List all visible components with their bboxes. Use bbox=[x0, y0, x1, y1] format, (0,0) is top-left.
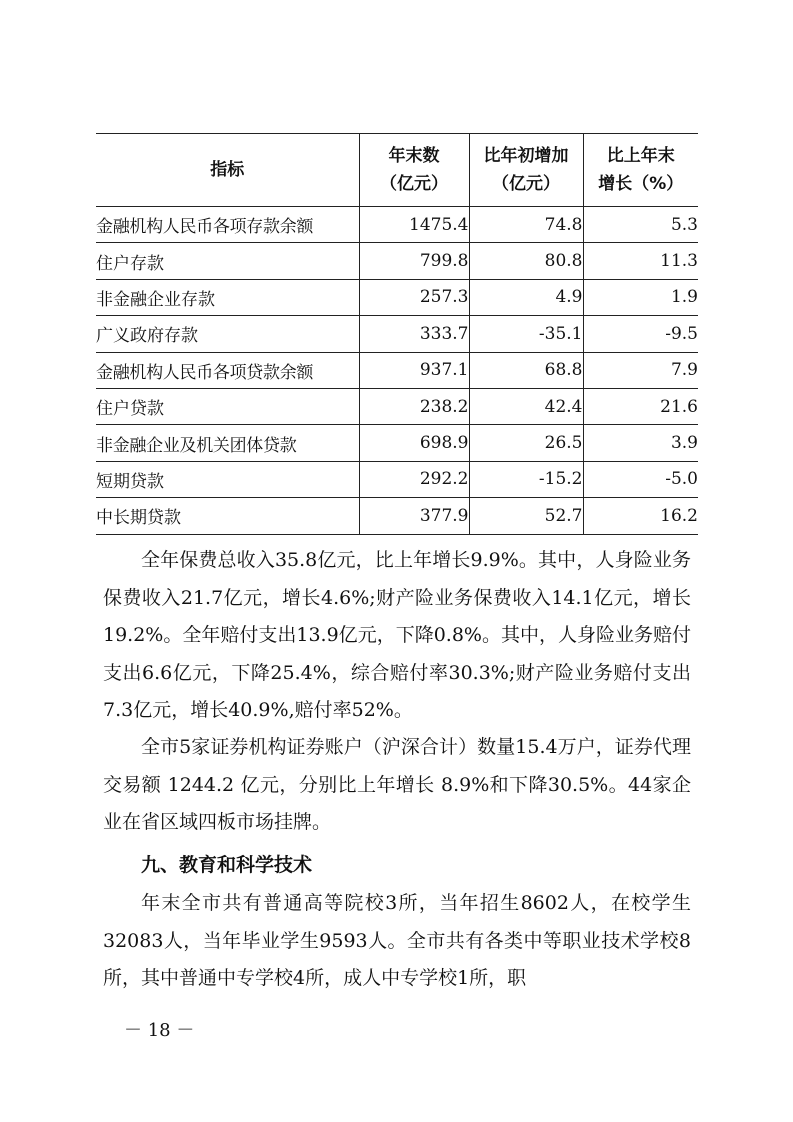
growth-value: -9.5 bbox=[583, 316, 698, 352]
header-growth: 比上年末 增长（%） bbox=[583, 134, 698, 207]
year-end-value: 257.3 bbox=[359, 279, 469, 315]
header-increase: 比年初增加 （亿元） bbox=[469, 134, 583, 207]
insurance-paragraph bbox=[103, 542, 691, 730]
row-label: 金融机构人民币各项贷款余额 bbox=[96, 352, 359, 388]
page-number: － 18 － bbox=[124, 1020, 195, 1041]
year-end-value: 799.8 bbox=[359, 243, 469, 279]
increase-value: 26.5 bbox=[469, 425, 583, 461]
year-end-value: 333.7 bbox=[359, 316, 469, 352]
table-row bbox=[96, 498, 698, 534]
table-row bbox=[96, 316, 698, 352]
increase-value: 74.8 bbox=[469, 207, 583, 243]
increase-value: -35.1 bbox=[469, 316, 583, 352]
section-heading: 九、教育和科学技术 bbox=[141, 854, 313, 876]
increase-value: -15.2 bbox=[469, 461, 583, 497]
growth-value: 11.3 bbox=[583, 243, 698, 279]
row-label: 金融机构人民币各项存款余额 bbox=[96, 207, 359, 243]
growth-value: 5.3 bbox=[583, 207, 698, 243]
securities-paragraph bbox=[103, 729, 691, 842]
education-paragraph bbox=[103, 885, 691, 998]
growth-value: 1.9 bbox=[583, 279, 698, 315]
table-row bbox=[96, 207, 698, 243]
year-end-value: 292.2 bbox=[359, 461, 469, 497]
growth-value: 7.9 bbox=[583, 352, 698, 388]
growth-value: 3.9 bbox=[583, 425, 698, 461]
securities-text: 全市5家证券机构证券账户（沪深合计）数量15.4万户，证券代理交易额 1244.2 亿元，分别比上年增长 8.9%和下降30.5%。44家企业在省区域四板市场挂牌。 bbox=[103, 736, 691, 833]
year-end-value: 238.2 bbox=[359, 388, 469, 424]
insurance-text: 全年保费总收入35.8亿元，比上年增长9.9%。其中，人身险业务保费收入21.7亿元，增长4.6%;财产险业务保费收入14.1亿元，增长19.2%。全年赔付支出13.9亿元，下降0.8%。其中，人身险业务赔付支出6.6亿元，下降25.4%，综合赔付率30.3%;财产险业务赔付支出7.3亿元，增长40.9%,赔付率52%。 bbox=[103, 549, 691, 721]
table-row bbox=[96, 388, 698, 424]
increase-value: 4.9 bbox=[469, 279, 583, 315]
increase-value: 68.8 bbox=[469, 352, 583, 388]
header-year-end: 年末数 （亿元） bbox=[359, 134, 469, 207]
increase-value: 52.7 bbox=[469, 498, 583, 534]
table-row bbox=[96, 425, 698, 461]
year-end-value: 937.1 bbox=[359, 352, 469, 388]
table-row bbox=[96, 461, 698, 497]
row-label: 广义政府存款 bbox=[96, 316, 359, 352]
row-label: 住户存款 bbox=[96, 243, 359, 279]
growth-value: 16.2 bbox=[583, 498, 698, 534]
education-text: 年末全市共有普通高等院校3所，当年招生8602人，在校学生32083人，当年毕业学生9593人。全市共有各类中等职业技术学校8所，其中普通中专学校4所，成人中专学校1所，职 bbox=[103, 892, 691, 989]
row-label: 中长期贷款 bbox=[96, 498, 359, 534]
year-end-value: 1475.4 bbox=[359, 207, 469, 243]
increase-value: 80.8 bbox=[469, 243, 583, 279]
header-indicator: 指标 bbox=[96, 134, 359, 207]
growth-value: -5.0 bbox=[583, 461, 698, 497]
row-label: 非金融企业及机关团体贷款 bbox=[96, 425, 359, 461]
growth-value: 21.6 bbox=[583, 388, 698, 424]
deposit-loan-table bbox=[96, 133, 698, 535]
table-row bbox=[96, 352, 698, 388]
year-end-value: 698.9 bbox=[359, 425, 469, 461]
table-header-row bbox=[96, 134, 698, 207]
table-row bbox=[96, 279, 698, 315]
row-label: 短期贷款 bbox=[96, 461, 359, 497]
row-label: 住户贷款 bbox=[96, 388, 359, 424]
year-end-value: 377.9 bbox=[359, 498, 469, 534]
increase-value: 42.4 bbox=[469, 388, 583, 424]
table-row bbox=[96, 243, 698, 279]
row-label: 非金融企业存款 bbox=[96, 279, 359, 315]
